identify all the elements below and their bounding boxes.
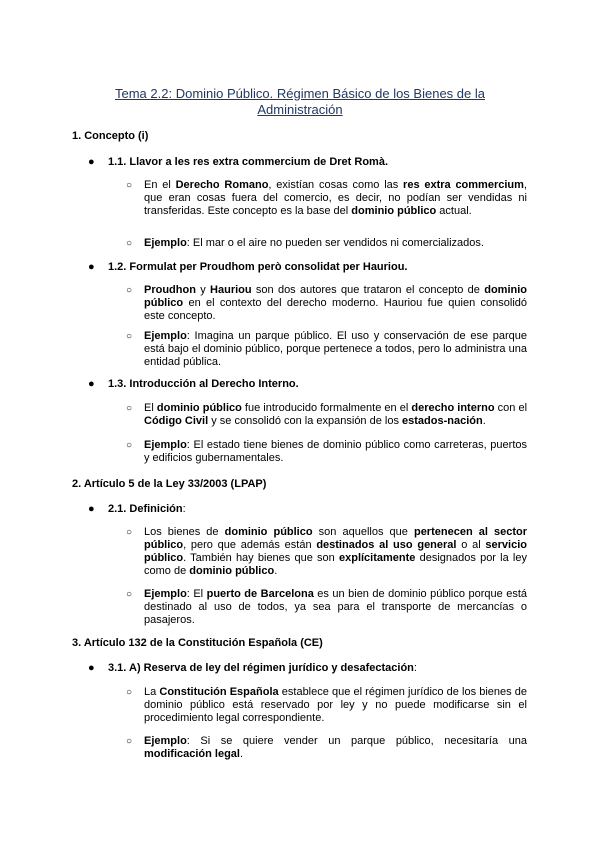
bullet-icon: ● (88, 156, 95, 168)
list-item-1-2 (88, 261, 528, 274)
bullet-icon: ● (88, 503, 95, 515)
circle-bullet-icon: ○ (126, 285, 133, 296)
circle-bullet-icon: ○ (126, 180, 133, 191)
circle-bullet-icon: ○ (126, 589, 133, 600)
sub-item-e1: ○ La Constitución Española establece que el régimen jurídico de los bienes de dominio público está reservado por ley y no puede modificarse sin el procedimiento legal correspondiente. (126, 686, 527, 724)
bullet-icon: ● (88, 662, 95, 674)
list-item-2-1: ● 2.1. Definición: (88, 503, 186, 515)
item-label: 3.1. A) Reserva de ley del régimen jurídico y desafectación (108, 662, 414, 674)
section-heading-1: 1. Concepto (i) (72, 130, 149, 142)
sub-item-a1: ○ En el Derecho Romano, existían cosas como las res extra commercium, que eran cosas fuera del comercio, es decir, no podían ser vendidas ni transferidas. Este concepto es la base del dominio público actual. (126, 179, 527, 217)
circle-bullet-icon: ○ (126, 687, 133, 698)
item-label: 2.1. Definición (108, 503, 183, 515)
circle-bullet-icon: ○ (126, 238, 133, 249)
bullet-icon: ● (88, 261, 95, 273)
title-line-2: Administración (257, 102, 343, 117)
section-heading-2: 2. Artículo 5 de la Ley 33/2003 (LPAP) (72, 478, 267, 490)
sub-item-d2: ○ Ejemplo: El puerto de Barcelona es un bien de dominio público porque está destinado al uso de todos, ya sea para el transporte de mercancías o pasajeros. (126, 588, 528, 626)
sub-item-c2: ○ Ejemplo: El estado tiene bienes de dominio público como carreteras, puertos y edificios gubernamentales. (126, 439, 527, 464)
list-item-1-3 (88, 378, 528, 391)
sub-item-e2: ○ Ejemplo: Si se quiere vender un parque público, necesitaría una modificación legal. (126, 735, 527, 760)
section-heading-3: 3. Artículo 132 de la Constitución Española (CE) (72, 637, 323, 649)
title-line-1: Tema 2.2: Dominio Público. Régimen Básico de los Bienes de la (115, 86, 485, 101)
sub-item-b1: ○ Proudhon y Hauriou son dos autores que trataron el concepto de dominio público en el contexto del derecho moderno. Hauriou fue quien consolidó este concepto. (126, 284, 527, 322)
page-title (90, 86, 510, 118)
item-label: 1.2. Formulat per Proudhom però consolidat per Hauriou. (108, 261, 408, 273)
sub-item-b2: ○ Ejemplo: Imagina un parque público. El uso y conservación de ese parque está bajo el dominio público, porque pertenece a todos, pero lo administra una entidad pública. (126, 330, 527, 368)
sub-item-a2: ○ Ejemplo: El mar o el aire no pueden ser vendidos ni comercializados. (126, 237, 484, 249)
list-item-1-1 (88, 156, 528, 169)
sub-item-c1: ○ El dominio público fue introducido formalmente en el derecho interno con el Código Civil y se consolidó con la expansión de los estados-nación. (126, 402, 528, 427)
list-item-3-1: ● 3.1. A) Reserva de ley del régimen jurídico y desafectación: (88, 662, 417, 674)
sub-item-d1: ○ Los bienes de dominio público son aquellos que pertenecen al sector público, pero que además están destinados al uso general o al servicio público. También hay bienes que son explícitamente designados por la ley como de dominio público. (126, 526, 528, 577)
circle-bullet-icon: ○ (126, 403, 133, 414)
circle-bullet-icon: ○ (126, 331, 133, 342)
circle-bullet-icon: ○ (126, 440, 133, 451)
item-label: 1.3. Introducción al Derecho Interno. (108, 378, 299, 390)
circle-bullet-icon: ○ (126, 527, 133, 538)
circle-bullet-icon: ○ (126, 736, 133, 747)
item-label: 1.1. Llavor a les res extra commercium de Dret Romà. (108, 156, 389, 168)
bullet-icon: ● (88, 378, 95, 390)
